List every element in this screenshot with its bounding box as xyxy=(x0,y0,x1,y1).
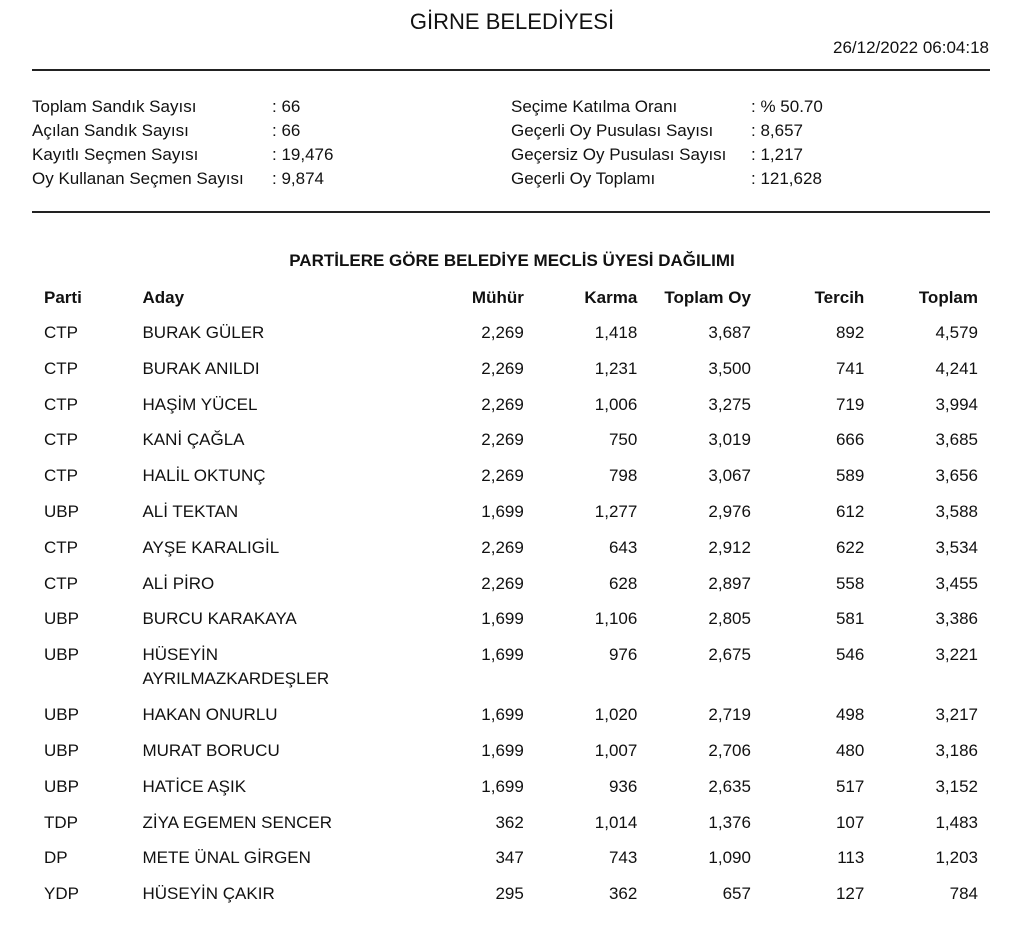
stat-value: : % 50.70 xyxy=(751,97,823,116)
stat-value: : 66 xyxy=(272,121,301,140)
cell-aday: AYŞE KARALIGİL xyxy=(142,537,280,557)
cell-parti: CTP xyxy=(44,394,78,414)
cell-toplam-oy: 2,897 xyxy=(708,573,751,593)
cell-tercih: 741 xyxy=(835,358,865,378)
column-header-muhur: Mühür xyxy=(471,288,524,307)
cell-toplam-oy: 3,067 xyxy=(708,466,751,486)
cell-muhur: 2,269 xyxy=(481,323,524,342)
cell-toplam: 3,386 xyxy=(935,609,978,629)
cell-karma: 976 xyxy=(608,645,638,665)
cell-tercih: 612 xyxy=(835,501,865,521)
cell-tercih: 127 xyxy=(835,884,865,904)
cell-toplam-oy: 3,500 xyxy=(708,358,751,378)
cell-karma: 1,231 xyxy=(594,358,638,378)
table-row xyxy=(32,456,990,492)
cell-muhur: 2,269 xyxy=(481,394,524,414)
cell-tercih: 107 xyxy=(835,812,865,832)
cell-karma: 643 xyxy=(608,537,638,557)
cell-karma: 1,418 xyxy=(594,323,638,342)
cell-parti: CTP xyxy=(44,323,78,342)
cell-tercih: 581 xyxy=(835,609,865,629)
table-row xyxy=(32,349,990,385)
stat-label: Açılan Sandık Sayısı xyxy=(32,121,189,140)
table-row xyxy=(32,767,990,803)
top-divider xyxy=(32,69,990,71)
table-row xyxy=(32,803,990,839)
cell-toplam-oy: 2,805 xyxy=(708,609,751,629)
cell-karma: 1,014 xyxy=(594,812,638,832)
column-header-karma: Karma xyxy=(584,288,638,307)
cell-toplam-oy: 3,275 xyxy=(708,394,751,414)
table-row xyxy=(32,599,990,635)
cell-aday: ALİ PİRO xyxy=(142,573,215,593)
cell-toplam: 3,685 xyxy=(935,430,978,450)
cell-tercih: 589 xyxy=(835,466,865,486)
cell-aday: HAKAN ONURLU xyxy=(142,705,278,725)
cell-tercih: 558 xyxy=(835,573,865,593)
cell-muhur: 1,699 xyxy=(481,776,524,796)
table-header-row xyxy=(32,283,990,313)
cell-aday: HÜSEYİN ÇAKIR xyxy=(142,884,275,904)
table-row xyxy=(32,695,990,731)
cell-muhur: 1,699 xyxy=(481,740,524,760)
stat-label: Oy Kullanan Seçmen Sayısı xyxy=(32,169,244,188)
cell-parti: CTP xyxy=(44,573,78,593)
table-row xyxy=(32,564,990,600)
cell-aday: HATİCE AŞIK xyxy=(142,776,247,796)
cell-karma: 362 xyxy=(608,884,638,904)
middle-divider xyxy=(32,211,990,213)
cell-aday: METE ÜNAL GİRGEN xyxy=(142,848,311,868)
cell-tercih: 666 xyxy=(835,430,865,450)
cell-muhur: 2,269 xyxy=(481,573,524,593)
stat-label: Geçerli Oy Toplamı xyxy=(511,169,656,188)
cell-toplam: 1,203 xyxy=(935,848,978,868)
cell-toplam-oy: 3,687 xyxy=(708,323,751,342)
column-header-toplam: Toplam xyxy=(918,288,978,307)
cell-muhur: 347 xyxy=(495,848,524,868)
cell-muhur: 2,269 xyxy=(481,466,524,486)
cell-parti: UBP xyxy=(44,501,79,521)
cell-toplam-oy: 1,090 xyxy=(708,848,751,868)
cell-toplam-oy: 2,635 xyxy=(708,776,751,796)
cell-tercih: 719 xyxy=(835,394,865,414)
cell-toplam: 3,588 xyxy=(935,501,978,521)
cell-muhur: 2,269 xyxy=(481,537,524,557)
cell-toplam-oy: 2,719 xyxy=(708,705,751,725)
table-row xyxy=(32,313,990,349)
cell-parti: CTP xyxy=(44,537,78,557)
cell-tercih: 517 xyxy=(835,776,865,796)
cell-toplam: 3,221 xyxy=(935,645,978,665)
cell-toplam-oy: 2,706 xyxy=(708,740,751,760)
table-row xyxy=(32,874,990,910)
cell-aday: HALİL OKTUNÇ xyxy=(142,466,266,486)
cell-toplam-oy: 2,675 xyxy=(708,645,751,665)
column-header-parti: Parti xyxy=(44,288,82,307)
cell-aday: ZİYA EGEMEN SENCER xyxy=(142,812,333,832)
cell-tercih: 892 xyxy=(835,323,865,342)
cell-muhur: 295 xyxy=(495,884,524,904)
stat-label: Geçersiz Oy Pusulası Sayısı xyxy=(511,145,727,164)
cell-karma: 1,020 xyxy=(594,705,638,725)
column-header-tercih: Tercih xyxy=(814,288,865,307)
cell-parti: DP xyxy=(44,848,68,868)
cell-muhur: 1,699 xyxy=(481,609,524,629)
stat-label: Kayıtlı Seçmen Sayısı xyxy=(32,145,199,164)
cell-karma: 1,006 xyxy=(594,394,638,414)
cell-toplam: 4,241 xyxy=(935,358,978,378)
cell-aday: BURAK ANILDI xyxy=(142,358,260,378)
cell-parti: YDP xyxy=(44,884,79,904)
cell-muhur: 1,699 xyxy=(481,705,524,725)
stat-value: : 9,874 xyxy=(272,169,324,188)
cell-toplam-oy: 1,376 xyxy=(708,812,751,832)
table-row xyxy=(32,731,990,767)
cell-aday: ALİ TEKTAN xyxy=(142,501,239,521)
table-row xyxy=(32,838,990,874)
cell-aday: BURAK GÜLER xyxy=(142,323,265,342)
cell-parti: CTP xyxy=(44,358,78,378)
cell-karma: 1,106 xyxy=(594,609,638,629)
cell-tercih: 113 xyxy=(837,848,865,868)
cell-toplam-oy: 2,912 xyxy=(708,537,751,557)
stat-value: : 1,217 xyxy=(751,145,803,164)
stat-value: : 121,628 xyxy=(751,169,822,188)
cell-muhur: 362 xyxy=(495,812,524,832)
cell-aday: KANİ ÇAĞLA xyxy=(142,430,245,450)
cell-karma: 936 xyxy=(608,776,638,796)
cell-toplam: 3,455 xyxy=(935,573,978,593)
cell-parti: UBP xyxy=(44,776,79,796)
cell-toplam: 4,579 xyxy=(935,323,978,342)
stat-label: Geçerli Oy Pusulası Sayısı xyxy=(511,121,714,140)
cell-karma: 1,277 xyxy=(594,501,638,521)
cell-muhur: 1,699 xyxy=(481,501,524,521)
table-row xyxy=(32,420,990,456)
cell-tercih: 546 xyxy=(835,645,865,665)
cell-toplam-oy: 657 xyxy=(722,884,751,904)
cell-parti: CTP xyxy=(44,466,78,486)
page-title: GİRNE BELEDİYESİ xyxy=(409,9,615,34)
cell-tercih: 480 xyxy=(835,740,865,760)
stat-value: : 66 xyxy=(272,97,301,116)
cell-toplam: 3,994 xyxy=(935,394,978,414)
cell-parti: UBP xyxy=(44,609,79,629)
cell-parti: UBP xyxy=(44,740,79,760)
table-body xyxy=(32,313,990,910)
cell-toplam-oy: 3,019 xyxy=(708,430,751,450)
table-row xyxy=(32,635,990,695)
cell-parti: UBP xyxy=(44,705,79,725)
cell-toplam: 3,534 xyxy=(935,537,978,557)
cell-aday: HÜSEYİN AYRILMAZKARDEŞLER xyxy=(142,645,330,689)
cell-karma: 1,007 xyxy=(594,740,638,760)
cell-toplam: 3,217 xyxy=(935,705,978,725)
cell-toplam-oy: 2,976 xyxy=(708,501,751,521)
cell-muhur: 1,699 xyxy=(481,645,524,665)
stat-label: Seçime Katılma Oranı xyxy=(511,97,678,116)
report-timestamp: 26/12/2022 06:04:18 xyxy=(833,38,989,57)
cell-muhur: 2,269 xyxy=(481,430,524,450)
cell-karma: 628 xyxy=(608,573,638,593)
results-table xyxy=(32,283,990,910)
table-row xyxy=(32,528,990,564)
cell-karma: 750 xyxy=(608,430,638,450)
cell-parti: CTP xyxy=(44,430,78,450)
stat-label: Toplam Sandık Sayısı xyxy=(32,97,197,116)
cell-karma: 743 xyxy=(608,848,638,868)
cell-toplam: 1,483 xyxy=(935,812,978,832)
cell-toplam: 784 xyxy=(949,884,978,904)
stat-value: : 8,657 xyxy=(751,121,803,140)
table-row xyxy=(32,492,990,528)
cell-muhur: 2,269 xyxy=(481,358,524,378)
column-header-toplam-oy: Toplam Oy xyxy=(664,288,751,307)
cell-karma: 798 xyxy=(608,466,638,486)
table-row xyxy=(32,385,990,421)
stat-value: : 19,476 xyxy=(272,145,334,164)
section-title: PARTİLERE GÖRE BELEDİYE MECLİS ÜYESİ DAĞILIMI xyxy=(289,251,735,270)
cell-tercih: 498 xyxy=(835,705,865,725)
cell-toplam: 3,186 xyxy=(935,740,978,760)
cell-aday: HAŞİM YÜCEL xyxy=(142,394,258,414)
column-header-aday: Aday xyxy=(142,288,185,307)
cell-toplam: 3,656 xyxy=(935,466,978,486)
cell-aday: MURAT BORUCU xyxy=(142,740,280,760)
cell-toplam: 3,152 xyxy=(935,776,978,796)
cell-parti: UBP xyxy=(44,645,79,665)
cell-tercih: 622 xyxy=(835,537,865,557)
cell-aday: BURCU KARAKAYA xyxy=(142,609,297,629)
cell-parti: TDP xyxy=(44,812,78,832)
